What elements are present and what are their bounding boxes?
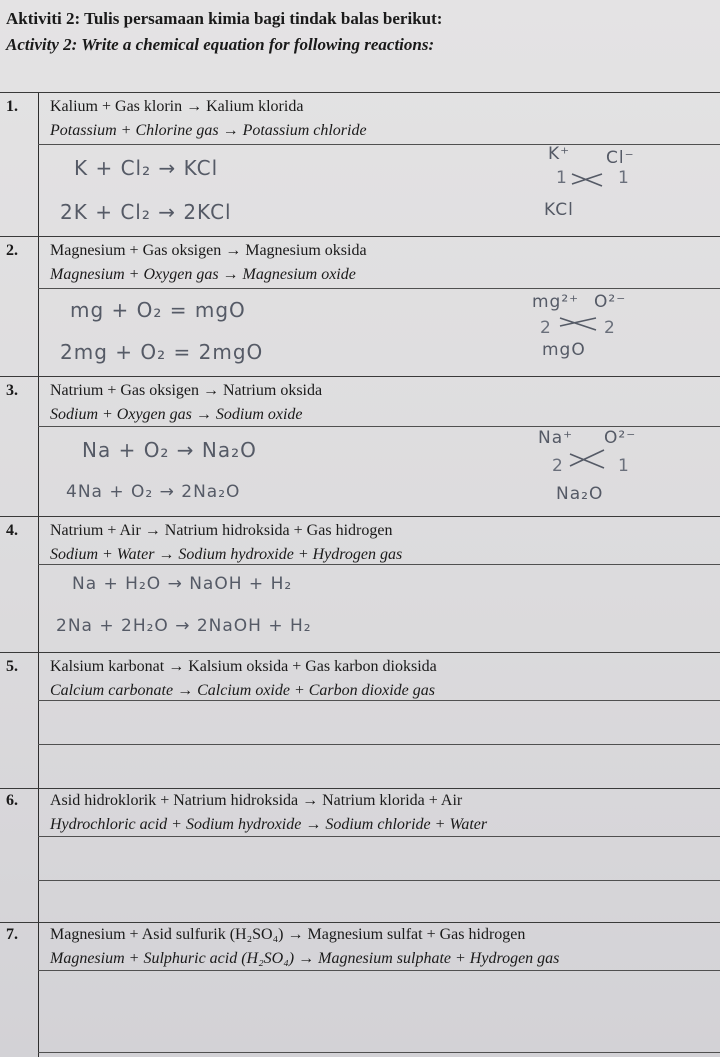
ion-note: Na⁺ [538,428,574,448]
question-text-malay: Kalium + Gas klorin → Kalium klorida [50,98,304,115]
ion-note: K⁺ [548,144,571,164]
question-number: 1. [6,98,18,115]
question-text-malay: Magnesium + Gas oksigen → Magnesium oksida [50,242,367,259]
answer-line-2[interactable]: 2K + Cl₂ → 2KCl [60,200,232,224]
question-number: 6. [6,792,18,809]
ion-note: 2 [540,318,552,338]
question-number: 5. [6,658,18,675]
question-number: 2. [6,242,18,259]
question-text-malay: Natrium + Air → Natrium hidroksida + Gas hidrogen [50,522,393,539]
answer-line [38,1052,720,1053]
question-text-english: Calcium carbonate → Calcium oxide + Carbon dioxide gas [50,682,435,699]
activity-title: Aktiviti 2: Tulis persamaan kimia bagi tindak balas berikut: [6,9,443,28]
question-text-malay: Asid hidroklorik + Natrium hidroksida → Natrium klorida + Air [50,792,463,809]
answer-line [38,880,720,881]
answer-line [38,564,720,565]
ion-note: 1 [556,168,568,188]
ion-note: O²⁻ [594,292,627,312]
answer-line-2[interactable]: 4Na + O₂ → 2Na₂O [66,482,241,502]
answer-line-2[interactable]: 2Na + 2H₂O → 2NaOH + H₂ [56,616,312,636]
ion-note: Na₂O [556,484,604,504]
question-text-english: Hydrochloric acid + Sodium hydroxide → Sodium chloride + Water [50,816,488,833]
row-divider [0,236,720,237]
ion-note: 2 [552,456,564,476]
answer-line [38,288,720,289]
question-number: 7. [6,926,18,943]
answer-line-1[interactable]: Na + H₂O → NaOH + H₂ [72,574,293,594]
question-text-english: Sodium + Oxygen gas → Sodium oxide [50,406,303,423]
row-divider [0,92,720,93]
answer-line [38,744,720,745]
ion-note: KCl [544,200,574,220]
answer-line-1[interactable]: Na + O₂ → Na₂O [82,438,257,462]
question-text-malay: Natrium + Gas oksigen → Natrium oksida [50,382,323,399]
answer-line-1[interactable]: K + Cl₂ → KCl [74,156,219,180]
ion-note: 1 [618,168,630,188]
cross-arrow-icon [556,312,602,336]
row-divider [0,788,720,789]
answer-line-2[interactable]: 2mg + O₂ = 2mgO [60,340,264,364]
worksheet-header [6,6,710,58]
activity-subtitle: Activity 2: Write a chemical equation for following reactions: [6,35,435,54]
row-divider [0,652,720,653]
ion-note: O²⁻ [604,428,637,448]
question-number: 3. [6,382,18,399]
ion-note: 1 [618,456,630,476]
answer-line [38,700,720,701]
row-divider [0,376,720,377]
question-text-malay: Kalsium karbonat → Kalsium oksida + Gas karbon dioksida [50,658,437,675]
ion-note: 2 [604,318,616,338]
ion-note: mg²⁺ [532,292,580,312]
question-text-english: Magnesium + Oxygen gas → Magnesium oxide [50,266,356,283]
row-divider [0,922,720,923]
ion-note: Cl⁻ [606,148,635,168]
question-text-english: Potassium + Chlorine gas → Potassium chloride [50,122,367,139]
row-divider [0,516,720,517]
worksheet-table [0,92,720,1057]
question-number: 4. [6,522,18,539]
answer-line [38,970,720,971]
answer-line [38,144,720,145]
answer-line-1[interactable]: mg + O₂ = mgO [70,298,246,322]
ion-note: mgO [542,340,586,360]
question-text-malay: Magnesium + Asid sulfurik (H₂SO₄) → Magnesium sulfat + Gas hidrogen [50,926,526,943]
answer-line [38,426,720,427]
cross-arrow-icon [568,168,608,192]
question-text-english: Sodium + Water → Sodium hydroxide + Hydrogen gas [50,546,403,563]
cross-arrow-icon [566,446,610,474]
answer-line [38,836,720,837]
question-text-english: Magnesium + Sulphuric acid (H₂SO₄) → Magnesium sulphate + Hydrogen gas [50,950,560,967]
